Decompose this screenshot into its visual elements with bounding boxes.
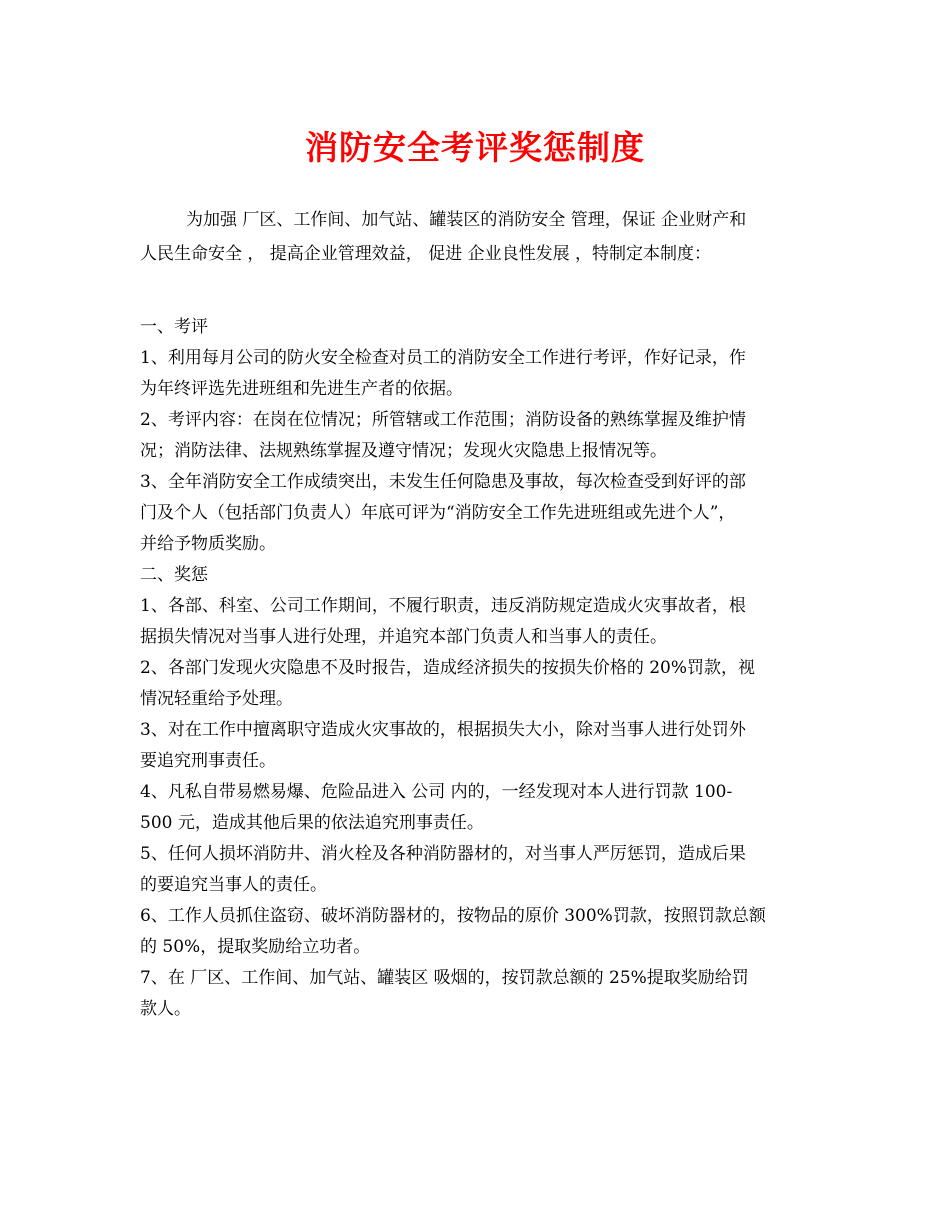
- body-line: 5、任何人损坏消防井、消火栓及各种消防器材的，对当事人严厉惩罚，造成后果: [140, 844, 746, 864]
- section-heading-evaluation: 一、考评: [140, 317, 208, 337]
- body-line: 2、各部门发现火灾隐患不及时报告，造成经济损失的按损失价格的 20%罚款，视: [140, 658, 756, 678]
- body-line: 的要追究当事人的责任。: [140, 875, 327, 895]
- body-line: 据损失情况对当事人进行处理，并追究本部门负责人和当事人的责任。: [140, 627, 667, 647]
- body-line: 1、利用每月公司的防火安全检查对员工的消防安全工作进行考评，作好记录，作: [140, 348, 746, 368]
- body-line: 款人。: [140, 999, 191, 1019]
- body-line: 4、凡私自带易燃易爆、危险品进入 公司 内的，一经发现对本人进行罚款 100-: [140, 782, 733, 802]
- document-title: 消防安全考评奖惩制度: [305, 128, 645, 167]
- body-line: 情况轻重给予处理。: [140, 689, 293, 709]
- body-line: 500 元，造成其他后果的依法追究刑事责任。: [140, 813, 484, 833]
- body-line: 要追究刑事责任。: [140, 751, 276, 771]
- body-line: 况；消防法律、法规熟练掌握及遵守情况；发现火灾隐患上报情况等。: [140, 441, 667, 461]
- body-line: 的 50%，提取奖励给立功者。: [140, 937, 371, 957]
- section-heading-rewards: 二、奖惩: [140, 565, 208, 585]
- intro-paragraph: [140, 203, 820, 271]
- body-line: 7、在 厂区、工作间、加气站、罐装区 吸烟的，按罚款总额的 25%提取奖励给罚: [140, 968, 749, 988]
- document-body: [140, 312, 820, 1025]
- body-line: 门及个人（包括部门负责人）年底可评为“消防安全工作先进班组或先进个人”，: [140, 503, 736, 523]
- body-line: 6、工作人员抓住盗窃、破坏消防器材的，按物品的原价 300%罚款，按照罚款总额: [140, 906, 766, 926]
- body-line: 为年终评选先进班组和先进生产者的依据。: [140, 379, 463, 399]
- intro-line: 为加强 厂区、工作间、加气站、罐装区的消防安全 管理，保证 企业财产和: [186, 210, 747, 230]
- body-line: 3、对在工作中擅离职守造成火灾事故的，根据损失大小，除对当事人进行处罚外: [140, 720, 746, 740]
- body-line: 并给予物质奖励。: [140, 534, 276, 554]
- intro-line: 人民生命安全 ， 提高企业管理效益， 促进 企业良性发展 ，特制定本制度：: [140, 244, 712, 264]
- body-line: 1、各部、科室、公司工作期间，不履行职责，违反消防规定造成火灾事故者，根: [140, 596, 746, 616]
- body-line: 2、考评内容：在岗在位情况；所管辖或工作范围；消防设备的熟练掌握及维护情: [140, 410, 746, 430]
- body-line: 3、全年消防安全工作成绩突出，未发生任何隐患及事故，每次检查受到好评的部: [140, 472, 746, 492]
